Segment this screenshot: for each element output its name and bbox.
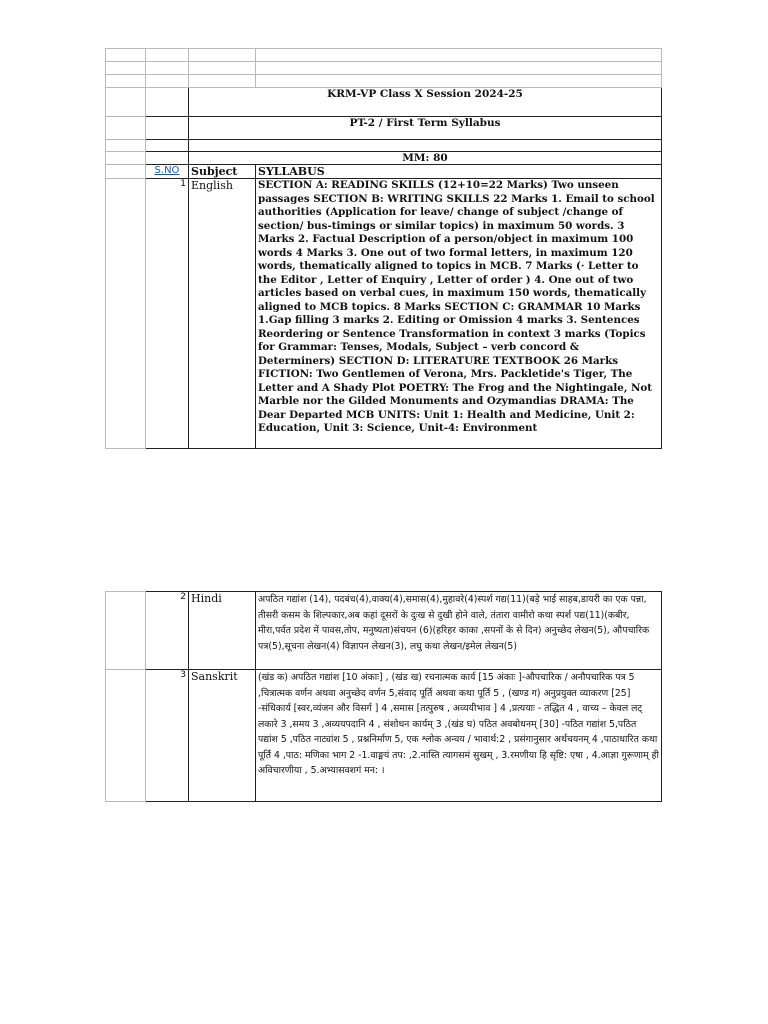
row-number: 1: [146, 179, 189, 449]
syllabus-header: SYLLABUS: [256, 165, 662, 179]
subject-name: English: [189, 179, 256, 449]
table-row: [106, 592, 662, 670]
subject-name: Hindi: [189, 592, 256, 670]
syllabus-text: (खंड क) अपठित गद्यांश [10 अंकाः] , (खंड ख) रचनात्मक कार्य [15 अंकाः ]-औपचारिक / अनौपचारिक पत्र 5 ,चित्रात्मक वर्णन अथवा अनुच्छेद वर्णन 5,संवाद पूर्ति अथवा कथा पूर्ति 5 , (खण्ड ग) अनुप्रयुक्त व्याकरण [25] -संधिकार्य [स्वर,व्यंजन और विसर्ग ] 4 ,समास [तत्पुरुष , अव्ययीभाव ] 4 ,प्रत्ययाः - तद्धित 4 , वाच्य – केवल लट् लकारे 3 ,समय 3 ,अव्ययपदानि 4 , संशोधन कार्यम् 3 ,(खंड घ) पठित अवबोधनम् [30] -पठित गद्यांश 5,पठित पद्यांश 5 ,पठित नाट्यांश 5 , प्रश्ननिर्माण 5, एक श्लोक अन्वय / भावार्थ:2 , प्रसंगानुसार अर्थचयनम् 4 ,पाठाधारित कथा पूर्ति 4 ,पाठ: मणिका भाग 2 -1.वाङ्मयं तप: ,2.नास्ति त्यागसमं सुखम् , 3.रमणीया हि सृष्टि: एषा , 4.आज्ञा गुरूणाम् ही अविचारणीया , 5.अभ्यासवशगं मन: ।: [256, 670, 662, 802]
syllabus-table-bottom: [105, 591, 662, 802]
syllabus-text: SECTION A: READING SKILLS (12+10=22 Marks) Two unseen passages SECTION B: WRITING SKILLS 22 Marks 1. Email to school authorities (Application for leave/ change of subject /change of section/ bus-timings or similar topics) in maximum 50 words. 3 Marks 2. Factual Description of a person/object in maximum 100 words 4 Marks 3. One out of two formal letters, in maximum 120 words, thematically aligned to topics in MCB. 7 Marks (· Letter to the Editor , Letter of Enquiry , Letter of order ) 4. One out of two articles based on verbal cues, in maximum 150 words, thematically aligned to MCB topics. 8 Marks SECTION C: GRAMMAR 10 Marks 1.Gap filling 3 marks 2. Editing or Omission 4 marks 3. Sentences Reordering or Sentence Transformation in context 3 marks (Topics for Grammar: Tenses, Modals, Subject – verb concord & Determiners) SECTION D: LITERATURE TEXTBOOK 26 Marks FICTION: Two Gentlemen of Verona, Mrs. Packletide's Tiger, The Letter and A Shady Plot POETRY: The Frog and the Nightingale, Not Marble nor the Gilded Monuments and Ozymandias DRAMA: The Dear Departed MCB UNITS: Unit 1: Health and Medicine, Unit 2: Education, Unit 3: Science, Unit-4: Environment: [256, 179, 662, 449]
document-title: KRM-VP Class X Session 2024-25: [189, 88, 662, 117]
document-subtitle: PT-2 / First Term Syllabus: [189, 117, 662, 140]
syllabus-table-top: [105, 48, 662, 449]
table-row: [106, 670, 662, 802]
subject-name: Sanskrit: [189, 670, 256, 802]
table-row: [106, 179, 662, 449]
sno-header[interactable]: S.NO: [146, 165, 189, 179]
row-number: 3: [146, 670, 189, 802]
syllabus-text: अपठित गद्यांश (14), पदबंध(4),वाक्य(4),समास(4),मुहावरे(4)स्पर्श गद्य(11)(बड़े भाई साहब,डायरी का एक पन्ना, तीसरी कसम के शिल्पकार,अब कहां दूसरों के दुःख से दुखी होने वाले, तंतारा वामीरो कथा स्पर्श पद्य(11)(कबीर, मीरा,पर्वत प्रदेश में पावस,तोप, मनुष्यता)संचयन (6)(हरिहर काका ,सपनों के से दिन) अनुच्छेद लेखन(5), औपचारिक पत्र(5),सूचना लेखन(4) विज्ञापन लेखन(3), लघु कथा लेखन/इमेल लेखन(5): [256, 592, 662, 670]
subject-header: Subject: [189, 165, 256, 179]
max-marks: MM: 80: [189, 152, 662, 165]
row-number: 2: [146, 592, 189, 670]
